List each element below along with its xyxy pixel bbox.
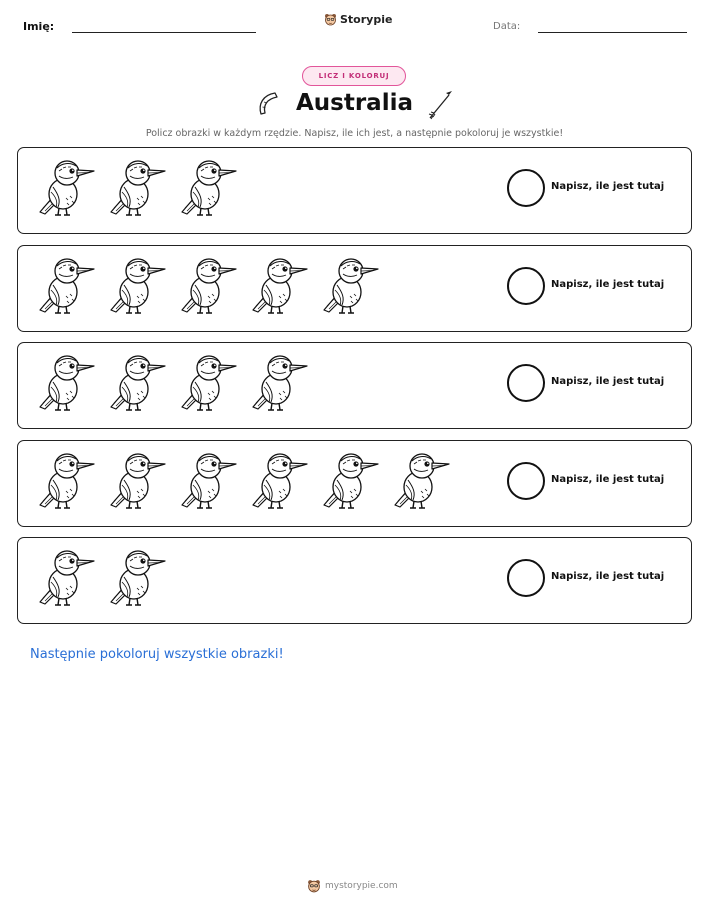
brand-logo: [324, 13, 392, 26]
answer-label: Napisz, ile jest tutaj: [551, 474, 665, 485]
answer-circle[interactable]: [507, 169, 545, 207]
kookaburra-icon: [101, 447, 172, 513]
answer-label: Napisz, ile jest tutaj: [551, 571, 665, 582]
answer-circle[interactable]: [507, 267, 545, 305]
spear-icon: [427, 89, 455, 125]
name-label: Imię:: [23, 20, 55, 33]
brand-name: Storypie: [340, 13, 393, 26]
worksheet-header: [0, 0, 709, 50]
kookaburra-icon: [101, 544, 172, 610]
kookaburra-icon: [243, 252, 314, 318]
kookaburra-icon: [101, 252, 172, 318]
counting-row: [17, 342, 692, 429]
kookaburra-icon: [101, 349, 172, 415]
row-pictures: [30, 349, 314, 419]
answer-label: Napisz, ile jest tutaj: [551, 376, 665, 387]
counting-row: [17, 440, 692, 527]
instructions-text: Policz obrazki w każdym rzędzie. Napisz, ile ich jest, a następnie pokoloruj je wszystkie!: [145, 128, 564, 139]
coloring-note: Następnie pokoloruj wszystkie obrazki!: [30, 647, 284, 662]
answer-circle[interactable]: [507, 364, 545, 402]
kookaburra-icon: [172, 349, 243, 415]
storypie-mascot-icon: [324, 13, 337, 26]
kookaburra-icon: [30, 447, 101, 513]
counting-row: [17, 147, 692, 234]
footer-brand: [307, 879, 398, 893]
kookaburra-icon: [30, 544, 101, 610]
answer-circle[interactable]: [507, 462, 545, 500]
answer-label: Napisz, ile jest tutaj: [551, 181, 665, 192]
kookaburra-icon: [314, 447, 385, 513]
storypie-mascot-icon: [307, 879, 321, 893]
footer-url[interactable]: mystorypie.com: [325, 881, 398, 891]
answer-circle[interactable]: [507, 559, 545, 597]
date-write-line: [538, 32, 687, 33]
name-write-line: [72, 32, 256, 33]
row-pictures: [30, 544, 172, 614]
kookaburra-icon: [172, 252, 243, 318]
kookaburra-icon: [172, 447, 243, 513]
kookaburra-icon: [243, 447, 314, 513]
kookaburra-icon: [243, 349, 314, 415]
kookaburra-icon: [30, 154, 101, 220]
date-label: Data:: [493, 21, 521, 32]
kookaburra-icon: [385, 447, 456, 513]
kookaburra-icon: [314, 252, 385, 318]
kookaburra-icon: [101, 154, 172, 220]
row-pictures: [30, 447, 456, 517]
row-pictures: [30, 252, 385, 322]
activity-badge: LICZ I KOLORUJ: [302, 66, 406, 86]
counting-row: [17, 245, 692, 332]
kookaburra-icon: [30, 252, 101, 318]
counting-row: [17, 537, 692, 624]
kookaburra-icon: [172, 154, 243, 220]
page-title: Australia: [295, 90, 413, 116]
kookaburra-icon: [30, 349, 101, 415]
row-pictures: [30, 154, 243, 224]
answer-label: Napisz, ile jest tutaj: [551, 279, 665, 290]
